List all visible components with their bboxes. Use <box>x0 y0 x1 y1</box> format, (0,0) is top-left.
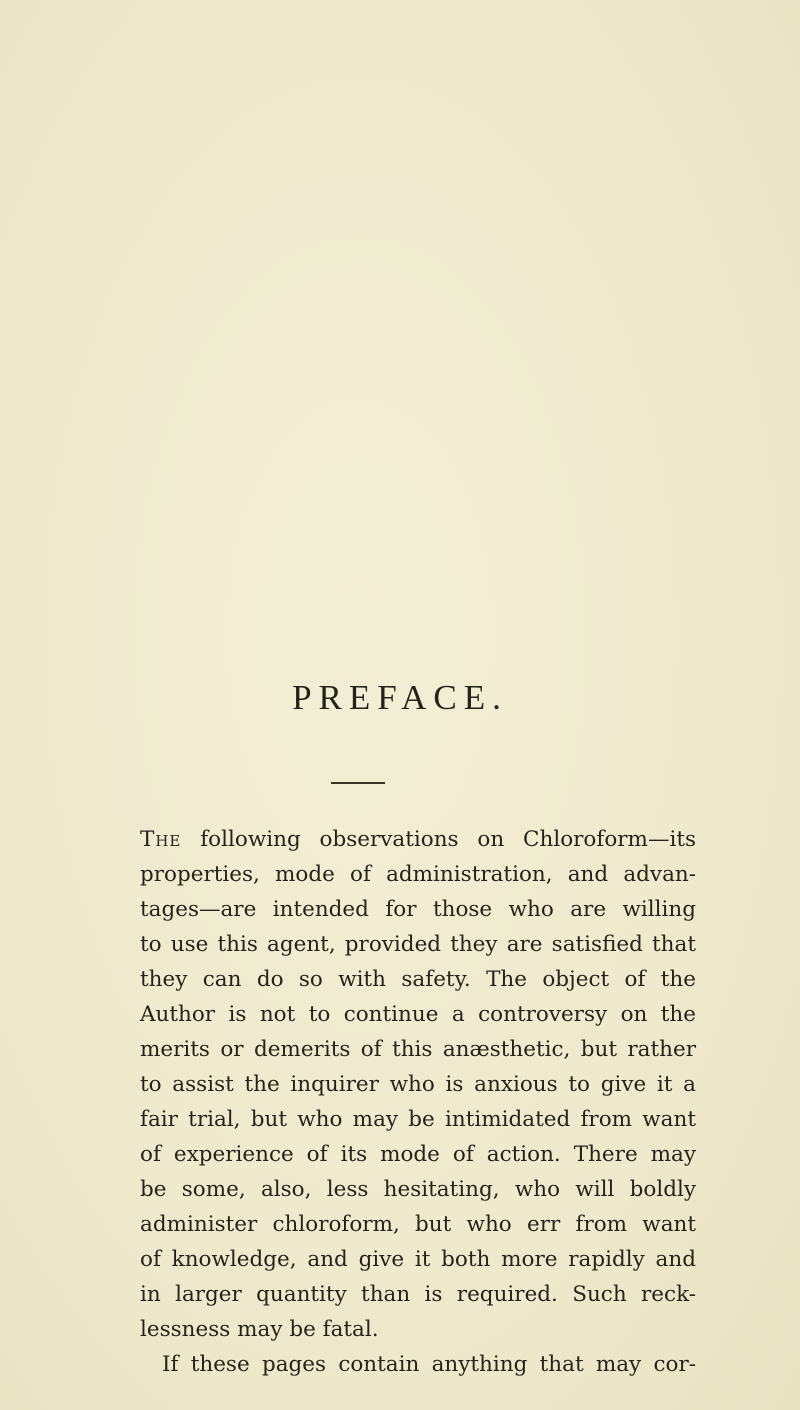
text-line: properties, mode of administration, and advan- <box>140 862 696 887</box>
text-line: lessness may be fatal. <box>140 1317 379 1342</box>
text-line: administer chloroform, but who err from want <box>140 1212 696 1237</box>
text-line: in larger quantity than is required. Such reck- <box>140 1282 696 1307</box>
text-line: If these pages contain anything that may cor- <box>162 1352 696 1377</box>
text-line: of experience of its mode of action. There may <box>140 1142 696 1167</box>
preface-body <box>140 822 696 1382</box>
line-text: following observations on Chloroform—its <box>200 827 696 852</box>
text-line: they can do so with safety. The object of the <box>140 967 696 992</box>
text-line: tages—are intended for those who are willing <box>140 897 696 922</box>
text-line: fair trial, but who may be intimidated from want <box>140 1107 696 1132</box>
heading-rule <box>331 782 385 784</box>
first-word: The <box>140 827 182 852</box>
text-line: merits or demerits of this anæsthetic, but rather <box>140 1037 696 1062</box>
preface-heading: PREFACE. <box>292 678 508 717</box>
text-line: Author is not to continue a controversy on the <box>140 1002 696 1027</box>
text-line: to assist the inquirer who is anxious to give it a <box>140 1072 696 1097</box>
text-line: to use this agent, provided they are satisfied that <box>140 932 696 957</box>
text-line <box>140 822 696 857</box>
text-line: of knowledge, and give it both more rapidly and <box>140 1247 696 1272</box>
text-line: be some, also, less hesitating, who will boldly <box>140 1177 696 1202</box>
